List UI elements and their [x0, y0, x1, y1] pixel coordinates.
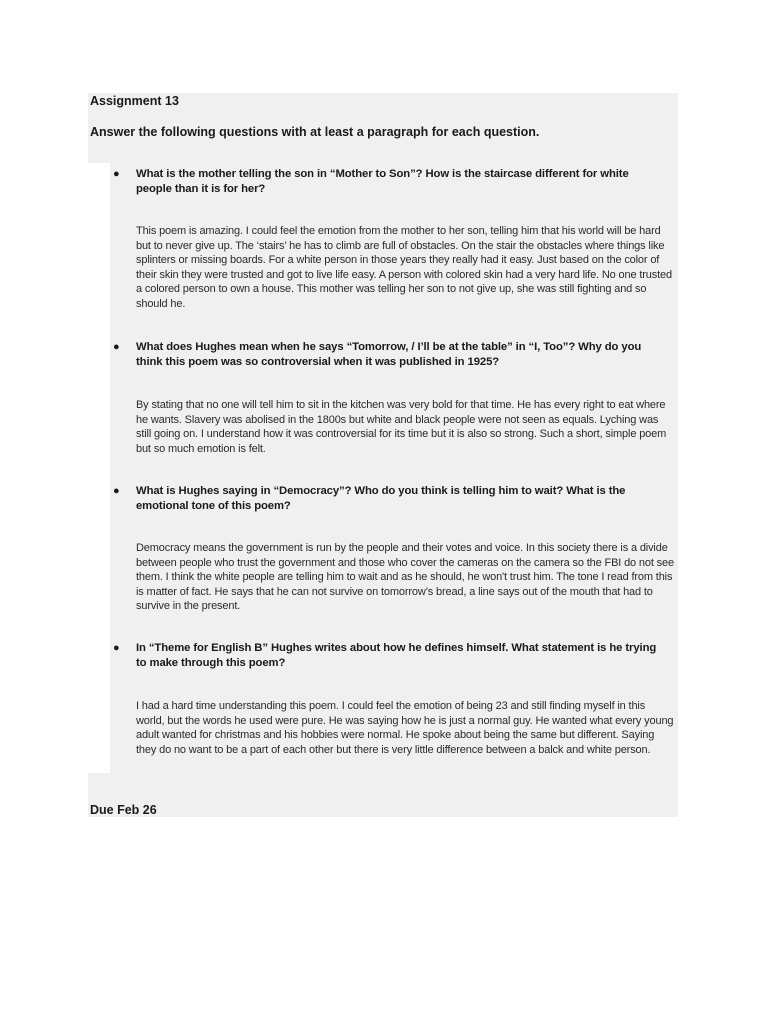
answer-4: I had a hard time understanding this poem. I could feel the emotion of being 23 and still finding myself in this world, but the words he used were pure. He was saying how he is just a normal guy. He wanted what every young adult wanted for christmas and his hobbies were normal. He spoke about being the same but different. Saying they do no want to be a part of each other but there is very little difference between a balck and white person. — [136, 700, 674, 756]
answer-1: This poem is amazing. I could feel the emotion from the mother to her son, telling him that his world will be hard but to never give up. The ‘stairs’ he has to climb are full of obstacles. On the stair the obstacles where things like splinters or missing boards. For a white person in those years they really had it easy. Just based on the color of their skin they were trusted and got to live life easy. A person with colored skin had a very hard life. No one trusted a colored person to own a house. This mother was telling her son to not give up, she was still fighting and so should he. — [136, 225, 672, 310]
answer-2: By stating that no one will tell him to sit in the kitchen was very bold for that time. He has every right to eat where he wants. Slavery was abolised in the 1800s but white and black people were not seen as equals. Lyching was still going on. I understand how it was controversial for its time but it is also so strong. Such a short, simple poem but so much emotion is felt. — [136, 399, 667, 455]
question-2: What does Hughes mean when he says “Tomorrow, / I’ll be at the table” in “I, Too”? Why do you think this poem was so controversial when it was published in 1925? — [136, 341, 642, 368]
question-1: What is the mother telling the son in “Mother to Son”? How is the staircase different for white people than it is for her? — [136, 168, 629, 195]
answer-3: Democracy means the government is run by the people and their votes and voice. In this society there is a divide between people who trust the government and those who cover the cameras on the camera so the FBI do not see them. I think the white people are telling him to wait and as he should, he won't trust him. The tone I read from this is matter of fact. He says that he can not survive on tomorrow’s bread, a line says out of the mouth that had to survive in the present. — [136, 542, 674, 613]
bullet-icon: ● — [113, 485, 120, 497]
bullet-icon: ● — [113, 168, 120, 180]
due-date: Due Feb 26 — [90, 803, 157, 817]
assignment-title: Assignment 13 — [90, 94, 179, 108]
background-shade-bottom — [88, 773, 678, 817]
question-3: What is Hughes saying in “Democracy”? Who do you think is telling him to wait? What is the emotional tone of this poem? — [136, 485, 626, 512]
assignment-instructions: Answer the following questions with at least a paragraph for each question. — [90, 125, 540, 139]
bullet-icon: ● — [113, 642, 120, 654]
question-4: In “Theme for English B” Hughes writes about how he defines himself. What statement is he trying to make through this poem? — [136, 642, 657, 669]
bullet-icon: ● — [113, 341, 120, 353]
